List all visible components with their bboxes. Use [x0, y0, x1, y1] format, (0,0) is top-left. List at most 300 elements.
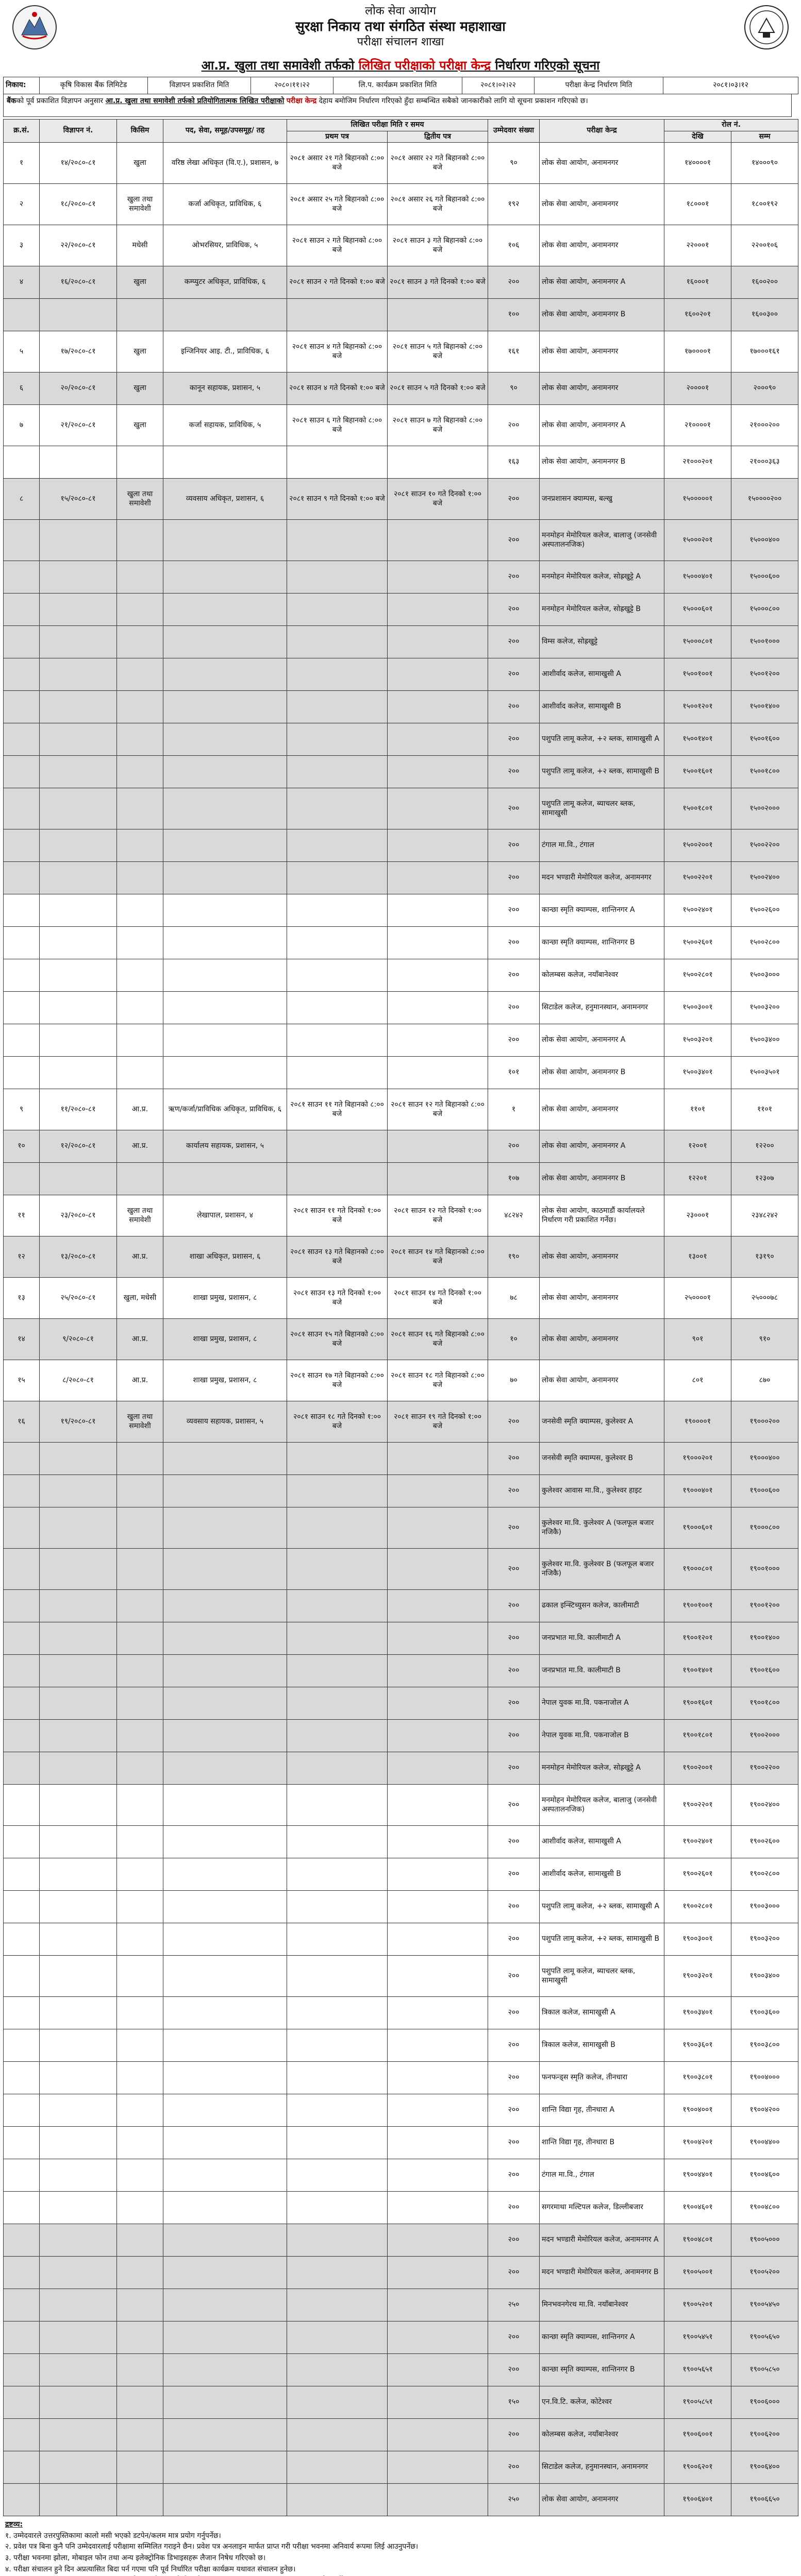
table-row — [4, 2029, 798, 2062]
cell-post — [163, 2094, 287, 2127]
cell-count: २०० — [488, 1687, 540, 1720]
cell-paper2 — [388, 2419, 488, 2451]
cell-center: नेपाल युवक मा.वि. पकनाजोल A — [540, 1687, 664, 1720]
cell-paper1: २०८१ साउन २ गते बिहानको ८:०० बजे — [287, 225, 388, 266]
cell-roll-from: १९००२६०१ — [664, 1858, 731, 1891]
cell-paper1: २०८१ साउन ११ गते दिनको १:०० बजे — [287, 1195, 388, 1236]
cell-type — [117, 2386, 163, 2419]
cell-center: लोक सेवा आयोग, अनामनगर — [540, 184, 664, 225]
cell-count: २०० — [488, 2321, 540, 2354]
cell-center: लोक सेवा आयोग, अनामनगर — [540, 372, 664, 405]
cell-count: २०० — [488, 1997, 540, 2029]
cell-post — [163, 446, 287, 479]
cell-roll-from: १९००३६०१ — [664, 2029, 731, 2062]
cell-center: सिटाडेल कलेज, हनुमानस्थान, अनामनगर — [540, 2451, 664, 2484]
cell-paper1 — [287, 1956, 388, 1997]
table-row — [4, 1089, 798, 1130]
cell-type — [117, 1655, 163, 1687]
cell-sn — [4, 2062, 40, 2094]
cell-adno — [40, 2029, 117, 2062]
cell-roll-to: १९००६४०० — [731, 2451, 798, 2484]
cell-roll-from: १२२०१ — [664, 1163, 731, 1195]
cell-post: लेखापाल, प्रशासन, ४ — [163, 1195, 287, 1236]
cell-type — [117, 1687, 163, 1720]
cell-post — [163, 2386, 287, 2419]
cell-adno — [40, 2419, 117, 2451]
cell-count: २५० — [488, 2289, 540, 2321]
cell-adno — [40, 1024, 117, 1057]
cell-roll-to: १९००४८०० — [731, 2192, 798, 2224]
table-row — [4, 2289, 798, 2321]
cell-type: खुला, मधेसी — [117, 1278, 163, 1319]
table-row — [4, 2257, 798, 2289]
cell-center: सिटाडेल कलेज, हनुमानस्थान, अनामनगर — [540, 992, 664, 1024]
cell-paper1 — [287, 788, 388, 829]
cell-type: खुला — [117, 372, 163, 405]
cell-roll-to: २०००९० — [731, 372, 798, 405]
cell-paper1 — [287, 2224, 388, 2257]
note-item: २. प्रवेश पत्र बिना कुनै पनि उम्मेदवारलाई परीक्षामा सम्मिलित गराइने छैन। प्रवेश पत्र अनलाइन मार्फत प्राप्त गरी परीक्षा भवनमा अनिवार्य रूपमा लिई आउनुपर्नेछ। — [5, 2543, 419, 2551]
cell-roll-to: १९००१२०० — [731, 1590, 798, 1622]
cell-roll-to: १४०००९० — [731, 143, 798, 184]
cell-adno — [40, 862, 117, 894]
cell-count: २०० — [488, 829, 540, 862]
cell-roll-to: १९००५८५० — [731, 2354, 798, 2386]
cell-count: २०० — [488, 2224, 540, 2257]
table-row — [4, 1024, 798, 1057]
cell-adno — [40, 992, 117, 1024]
cell-paper1: २०८१ साउन ४ गते दिनको १:०० बजे — [287, 372, 388, 405]
cell-paper1 — [287, 1057, 388, 1089]
cell-type — [117, 2321, 163, 2354]
table-row — [4, 1507, 798, 1549]
cell-roll-from: १९००४४०१ — [664, 2159, 731, 2192]
cell-paper2 — [388, 2224, 488, 2257]
cell-type — [117, 1752, 163, 1785]
cell-count: १०० — [488, 299, 540, 331]
cell-center: आशीर्वाद कलेज, सामाखुसी B — [540, 691, 664, 723]
cell-adno — [40, 1655, 117, 1687]
cell-adno — [40, 446, 117, 479]
cell-paper2 — [388, 561, 488, 594]
cell-paper2 — [388, 723, 488, 756]
cell-post — [163, 520, 287, 561]
cell-roll-from: १९००१६०१ — [664, 1687, 731, 1720]
cell-roll-from: १५००१२०१ — [664, 691, 731, 723]
cell-roll-from: १५००३००१ — [664, 992, 731, 1024]
cell-count: १६१ — [488, 331, 540, 372]
cell-count: २०० — [488, 1752, 540, 1785]
cell-type — [117, 299, 163, 331]
table-row — [4, 1891, 798, 1923]
cell-count: १९२ — [488, 184, 540, 225]
cell-sn — [4, 2127, 40, 2159]
cell-count: २०० — [488, 1622, 540, 1655]
cell-count: २०० — [488, 2257, 540, 2289]
cell-center: लोक सेवा आयोग, अनामनगर A — [540, 1130, 664, 1163]
cell-count: २०० — [488, 862, 540, 894]
cell-adno — [40, 2257, 117, 2289]
cell-center: पशुपति लामू कलेज, +२ ब्लक, सामाखुसी B — [540, 756, 664, 788]
cell-count: २०० — [488, 626, 540, 658]
adv-value: २०८०।११।२२ — [251, 77, 333, 94]
cell-count: २०० — [488, 1858, 540, 1891]
cell-center: लोक सेवा आयोग, अनामनगर — [540, 1319, 664, 1360]
cell-type — [117, 756, 163, 788]
cell-adno — [40, 2192, 117, 2224]
cell-center: पशुपति लामू कलेज, ब्याचलर ब्लक, सामाखुसी — [540, 1956, 664, 1997]
table-row — [4, 992, 798, 1024]
cell-post — [163, 894, 287, 927]
cell-paper1: २०८१ साउन १८ गते दिनको १:०० बजे — [287, 1401, 388, 1443]
table-row — [4, 1163, 798, 1195]
table-row — [4, 2419, 798, 2451]
cell-adno — [40, 2386, 117, 2419]
cell-paper2 — [388, 626, 488, 658]
cell-sn: ६ — [4, 372, 40, 405]
cell-count: ९० — [488, 143, 540, 184]
table-row — [4, 1319, 798, 1360]
cell-roll-from: १९००३८०१ — [664, 2062, 731, 2094]
cell-center: कान्छा स्मृति क्याम्पस, शान्तिनगर A — [540, 2321, 664, 2354]
cell-roll-from: १५०००००१ — [664, 479, 731, 520]
cell-type: आ.प्र. — [117, 1319, 163, 1360]
cell-roll-to: १९००२६०० — [731, 1826, 798, 1858]
table-row — [4, 1687, 798, 1720]
cell-post — [163, 1622, 287, 1655]
cell-center: पशुपति लामू कलेज, ब्याचलर ब्लक, सामाखुसी — [540, 788, 664, 829]
cell-type — [117, 959, 163, 992]
cell-paper1 — [287, 2484, 388, 2516]
cell-sn — [4, 862, 40, 894]
cell-sn — [4, 520, 40, 561]
cell-paper1 — [287, 1720, 388, 1752]
table-row — [4, 1956, 798, 1997]
cell-sn — [4, 2289, 40, 2321]
cell-count: २०० — [488, 1549, 540, 1590]
cell-roll-from: १५००३२०१ — [664, 1024, 731, 1057]
cell-sn — [4, 959, 40, 992]
cell-center: लोक सेवा आयोग, अनामनगर — [540, 331, 664, 372]
table-row — [4, 1443, 798, 1475]
cell-roll-to: १९००२४०० — [731, 1785, 798, 1826]
cell-paper2 — [388, 992, 488, 1024]
cell-paper1 — [287, 1687, 388, 1720]
cell-roll-from: २१०००२०१ — [664, 446, 731, 479]
cell-type — [117, 1057, 163, 1089]
cell-paper2 — [388, 756, 488, 788]
cell-count: १०६ — [488, 225, 540, 266]
cell-paper1 — [287, 1655, 388, 1687]
cell-count: १०१ — [488, 1057, 540, 1089]
cell-paper2 — [388, 1997, 488, 2029]
table-row — [4, 594, 798, 626]
col-to: सम्म — [731, 131, 798, 143]
cell-center: लोक सेवा आयोग, अनामनगर — [540, 1089, 664, 1130]
table-row — [4, 1401, 798, 1443]
cell-roll-from: १३००१ — [664, 1236, 731, 1278]
cell-type: आ.प्र. — [117, 1130, 163, 1163]
cell-type — [117, 1858, 163, 1891]
cell-type — [117, 2062, 163, 2094]
cell-roll-from: १५०००४०१ — [664, 561, 731, 594]
table-row — [4, 2354, 798, 2386]
cell-roll-from: १९००३४०१ — [664, 1997, 731, 2029]
cell-type — [117, 691, 163, 723]
cell-count: २०० — [488, 2062, 540, 2094]
cell-paper1 — [287, 2419, 388, 2451]
table-row — [4, 1858, 798, 1891]
cell-center: मिनभवनगेरथ मा.वि. नयाँबानेश्वर — [540, 2289, 664, 2321]
table-row — [4, 1195, 798, 1236]
cell-type — [117, 520, 163, 561]
cell-sn — [4, 1923, 40, 1956]
cell-count: १ — [488, 1089, 540, 1130]
cell-roll-to: १६००२०० — [731, 266, 798, 299]
cell-paper1 — [287, 1507, 388, 1549]
cell-sn: ८ — [4, 479, 40, 520]
cell-center: नेपाल युवक मा.वि. पकनाजोल B — [540, 1720, 664, 1752]
cell-post — [163, 1752, 287, 1785]
cell-paper1: २०८१ साउन ४ गते बिहानको ८:०० बजे — [287, 331, 388, 372]
cell-roll-to: १७०००१६१ — [731, 331, 798, 372]
cell-roll-to: १९००६२०० — [731, 2419, 798, 2451]
cell-roll-from: १९००५००१ — [664, 2257, 731, 2289]
cell-count: १६३ — [488, 446, 540, 479]
cell-count: २०० — [488, 594, 540, 626]
cell-center: लोक सेवा आयोग, अनामनगर — [540, 225, 664, 266]
cell-roll-to: १९०००२०० — [731, 1401, 798, 1443]
cell-paper2 — [388, 2257, 488, 2289]
cell-post — [163, 2062, 287, 2094]
cell-roll-to: १९००१४०० — [731, 1622, 798, 1655]
cell-type: खुला — [117, 405, 163, 446]
cell-adno — [40, 1752, 117, 1785]
cell-center: कोलम्बस कलेज, नयाँबानेश्वर — [540, 2419, 664, 2451]
cell-paper1 — [287, 691, 388, 723]
cell-adno — [40, 2321, 117, 2354]
cell-post — [163, 2484, 287, 2516]
cell-roll-from: ११०१ — [664, 1089, 731, 1130]
cell-post — [163, 959, 287, 992]
cell-post: व्यवसाय सहायक, प्रशासन, ५ — [163, 1401, 287, 1443]
cell-roll-from: १९००४६०१ — [664, 2192, 731, 2224]
cell-sn — [4, 1590, 40, 1622]
title-part-2: लिखित परीक्षाको परीक्षा केन्द्र — [358, 58, 491, 73]
cell-center: जनप्रशासन क्याम्पस, बल्खु — [540, 479, 664, 520]
cell-roll-to: २१०००३६३ — [731, 446, 798, 479]
cell-paper2: २०८१ साउन १२ गते बिहानको ८:०० बजे — [388, 1089, 488, 1130]
table-row — [4, 446, 798, 479]
cell-roll-to: ११०१ — [731, 1089, 798, 1130]
cell-post: वरिष्ठ लेखा अधिकृत (वि.ए.), प्रशासन, ७ — [163, 143, 287, 184]
cell-center: जनप्रभात मा.वि. कालीमाटी B — [540, 1655, 664, 1687]
cell-sn: १६ — [4, 1401, 40, 1443]
cell-sn: १० — [4, 1130, 40, 1163]
cell-post — [163, 2224, 287, 2257]
cell-type: खुला — [117, 143, 163, 184]
cell-roll-from: १८०००१ — [664, 184, 731, 225]
cell-type: खुला तथा समावेशी — [117, 1401, 163, 1443]
cell-paper1 — [287, 723, 388, 756]
cell-center: मनमोहन मेमोरियल कलेज, बालाजु (जनसेवी अस्पतालनजिक) — [540, 1785, 664, 1826]
cell-roll-from: १५००१४०१ — [664, 723, 731, 756]
cell-type — [117, 2484, 163, 2516]
cell-count: २०० — [488, 1826, 540, 1858]
cell-sn: १४ — [4, 1319, 40, 1360]
cell-roll-to: २२००१०६ — [731, 225, 798, 266]
cell-count: २०० — [488, 1475, 540, 1507]
cell-count: २०० — [488, 2451, 540, 2484]
table-row — [4, 331, 798, 372]
cell-roll-to: १९००५४५० — [731, 2289, 798, 2321]
cell-paper1 — [287, 1622, 388, 1655]
cell-count: २०० — [488, 266, 540, 299]
cell-roll-from: १५००२४०१ — [664, 894, 731, 927]
cell-count: ९० — [488, 372, 540, 405]
cell-count: २०० — [488, 561, 540, 594]
cell-paper2: २०८१ साउन १४ गते बिहानको ८:०० बजे — [388, 1236, 488, 1278]
cell-paper2: २०८१ असार २२ गते बिहानको ८:०० बजे — [388, 143, 488, 184]
cell-paper2 — [388, 1858, 488, 1891]
cell-paper2 — [388, 1891, 488, 1923]
cell-roll-to: १५००२८०० — [731, 927, 798, 959]
cell-paper1 — [287, 927, 388, 959]
cell-sn: ५ — [4, 331, 40, 372]
cell-paper1 — [287, 1130, 388, 1163]
cell-paper2 — [388, 2321, 488, 2354]
cell-roll-to: २५०००७८ — [731, 1278, 798, 1319]
cell-sn — [4, 2257, 40, 2289]
cell-center: लोक सेवा आयोग, अनामनगर A — [540, 405, 664, 446]
cell-count: २०० — [488, 520, 540, 561]
cell-paper1 — [287, 626, 388, 658]
cell-center: कान्छा स्मृति क्याम्पस, शान्तिनगर B — [540, 927, 664, 959]
cell-paper1 — [287, 2192, 388, 2224]
cell-post — [163, 1923, 287, 1956]
cell-post — [163, 1826, 287, 1858]
cell-post — [163, 1475, 287, 1507]
cell-paper1 — [287, 1443, 388, 1475]
decision-label: लि.प. कार्यक्रम प्रकाशित मिति — [333, 77, 462, 94]
cell-post — [163, 927, 287, 959]
cell-paper1 — [287, 2451, 388, 2484]
cell-sn — [4, 788, 40, 829]
cell-count: २०० — [488, 691, 540, 723]
cell-adno — [40, 1720, 117, 1752]
cell-sn — [4, 2094, 40, 2127]
cell-adno — [40, 723, 117, 756]
cell-roll-from: १९००४००१ — [664, 2094, 731, 2127]
table-row — [4, 658, 798, 691]
cell-roll-from: १९००५२०१ — [664, 2289, 731, 2321]
cell-post — [163, 1024, 287, 1057]
cell-sn — [4, 992, 40, 1024]
cell-sn — [4, 594, 40, 626]
cell-sn — [4, 658, 40, 691]
cell-sn — [4, 1475, 40, 1507]
cell-type — [117, 2354, 163, 2386]
cell-post — [163, 1057, 287, 1089]
notes-heading: द्रष्टव्य: — [5, 2520, 23, 2529]
cell-adno: १९/२०८०-८१ — [40, 1401, 117, 1443]
cell-paper2: २०८१ साउन ५ गते बिहानको ८:०० बजे — [388, 331, 488, 372]
cell-center: लोक सेवा आयोग, अनामनगर — [540, 2484, 664, 2516]
cell-adno — [40, 658, 117, 691]
cell-type — [117, 561, 163, 594]
cell-center: मदन भण्डारी मेमोरियल कलेज, अनामनगर B — [540, 2257, 664, 2289]
cell-type — [117, 1024, 163, 1057]
cell-paper1 — [287, 299, 388, 331]
cell-count: २०० — [488, 1785, 540, 1826]
cell-type — [117, 2029, 163, 2062]
cell-adno — [40, 1785, 117, 1826]
table-row — [4, 691, 798, 723]
header — [0, 0, 801, 57]
table-row — [4, 2451, 798, 2484]
table-row — [4, 2386, 798, 2419]
cell-type — [117, 829, 163, 862]
cell-center: पशुपति लामू कलेज, +२ ब्लक, सामाखुसी B — [540, 1923, 664, 1956]
cell-type — [117, 992, 163, 1024]
header-line-1: लोक सेवा आयोग — [365, 5, 436, 18]
cell-center: मनमोहन मेमोरियल कलेज, सोह्रखुट्टे A — [540, 1752, 664, 1785]
cell-paper1 — [287, 1590, 388, 1622]
table-row — [4, 723, 798, 756]
org-label: निकाय: — [4, 77, 40, 94]
cell-center: कुलेश्वर आवास मा.वि., कुलेश्वर हाइट — [540, 1475, 664, 1507]
cell-paper2 — [388, 2289, 488, 2321]
cell-sn: १२ — [4, 1236, 40, 1278]
cell-adno: २३/२०८०-८१ — [40, 1195, 117, 1236]
cell-paper2 — [388, 2062, 488, 2094]
cell-roll-from: १९००४८०१ — [664, 2224, 731, 2257]
cell-post — [163, 1858, 287, 1891]
cell-post — [163, 2419, 287, 2451]
cell-adno: १५/२०८०-८१ — [40, 479, 117, 520]
cell-count: २०० — [488, 2419, 540, 2451]
cell-roll-from: १९०००८०१ — [664, 1549, 731, 1590]
cell-paper1 — [287, 2127, 388, 2159]
cell-center: लोक सेवा आयोग, अनामनगर — [540, 1360, 664, 1401]
cell-roll-to: १९००५००० — [731, 2224, 798, 2257]
cell-count: २०० — [488, 1443, 540, 1475]
cell-adno — [40, 1891, 117, 1923]
cell-paper1 — [287, 1024, 388, 1057]
cell-paper2 — [388, 446, 488, 479]
cell-type — [117, 2224, 163, 2257]
org-value: कृषि विकास बैंक लिमिटेड — [40, 77, 148, 94]
cell-roll-to: १५००२६०० — [731, 894, 798, 927]
table-row — [4, 1655, 798, 1687]
table-row — [4, 184, 798, 225]
cell-roll-to: १९००६६५० — [731, 2484, 798, 2516]
cell-adno: ९/२०८०-८१ — [40, 1319, 117, 1360]
cell-roll-to: १५००३२०० — [731, 992, 798, 1024]
cell-post: शाखा प्रमुख, प्रशासन, ८ — [163, 1360, 287, 1401]
cell-type — [117, 894, 163, 927]
cell-roll-to: १५००१४०० — [731, 691, 798, 723]
cell-roll-from: १९००३००१ — [664, 1923, 731, 1956]
table-row — [4, 1475, 798, 1507]
cell-post — [163, 2192, 287, 2224]
cell-adno: २०/२०८०-८१ — [40, 372, 117, 405]
cell-center: मदन भण्डारी मेमोरियल कलेज, अनामनगर — [540, 862, 664, 894]
cell-sn: १३ — [4, 1278, 40, 1319]
cell-roll-to: १९००५२०० — [731, 2257, 798, 2289]
cell-count: २०० — [488, 2354, 540, 2386]
table-row — [4, 959, 798, 992]
